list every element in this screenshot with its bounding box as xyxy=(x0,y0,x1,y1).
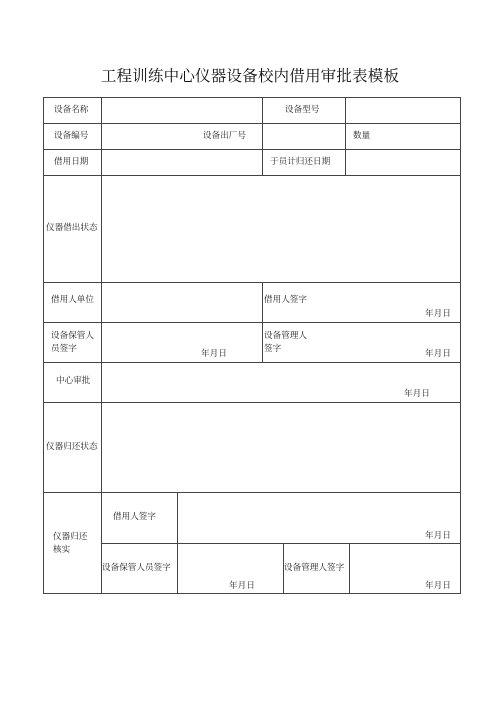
return-manager-sign-label: 设备管理人签字 xyxy=(284,563,345,573)
factory-number-label: 设备出厂号 xyxy=(203,131,246,141)
row-divider xyxy=(43,123,461,124)
keeper-sign-label xyxy=(51,330,101,357)
borrow-date-label: 借用日期 xyxy=(54,157,89,167)
column-divider xyxy=(262,282,263,362)
return-status-label: 仪器归还状态 xyxy=(46,442,98,452)
return-check-label-line2: 核实 xyxy=(53,545,71,556)
table-border-left xyxy=(43,97,44,594)
table-border-right xyxy=(460,97,461,594)
center-approval-label: 中心审批 xyxy=(56,376,91,386)
row-divider xyxy=(43,322,461,323)
date-placeholder: 年月日 xyxy=(425,581,451,591)
row-divider xyxy=(43,362,461,363)
borrower-sign-label: 借用人签字 xyxy=(264,295,307,305)
column-divider xyxy=(345,123,346,149)
column-divider xyxy=(262,97,263,123)
planned-return-date-label: 于员计归还日期 xyxy=(270,157,331,167)
table-border-bottom xyxy=(43,593,461,594)
return-check-label xyxy=(53,531,99,558)
equipment-model-label: 设备型号 xyxy=(285,105,320,115)
quantity-label: 数量 xyxy=(353,131,371,141)
return-borrower-sign-label: 借用人签字 xyxy=(113,512,156,522)
return-keeper-sign-label: 设备保管人员签字 xyxy=(102,563,171,573)
column-divider xyxy=(262,149,263,175)
row-divider xyxy=(43,402,461,403)
column-divider xyxy=(349,543,350,593)
keeper-sign-label-line1: 设备保管人 xyxy=(51,331,94,341)
table-border-top xyxy=(43,97,461,98)
date-placeholder: 年月日 xyxy=(404,389,430,399)
date-placeholder: 年月日 xyxy=(425,349,451,359)
form-title: 工程训练中心仪器设备校内借用审批表模板 xyxy=(100,67,400,85)
column-divider xyxy=(177,543,178,593)
date-placeholder: 年月日 xyxy=(229,581,255,591)
row-divider xyxy=(101,543,461,544)
equipment-number-label: 设备编号 xyxy=(54,131,89,141)
equipment-name-label: 设备名称 xyxy=(54,105,89,115)
row-divider xyxy=(43,492,461,493)
column-divider xyxy=(262,123,263,149)
column-divider xyxy=(345,97,346,123)
borrower-unit-label: 借用人单位 xyxy=(51,295,94,305)
column-divider xyxy=(345,149,346,175)
manager-sign-label-line2: 签字 xyxy=(264,344,282,355)
date-placeholder: 年月日 xyxy=(425,531,451,541)
column-divider xyxy=(177,492,178,543)
manager-sign-label-line1: 设备管理人 xyxy=(264,331,307,341)
row-divider xyxy=(43,149,461,150)
row-divider xyxy=(43,175,461,176)
return-check-label-line1: 仪器归还 xyxy=(53,532,88,542)
row-divider xyxy=(43,282,461,283)
date-placeholder: 年月日 xyxy=(201,349,227,359)
date-placeholder: 年月日 xyxy=(425,309,451,319)
manager-sign-label xyxy=(264,330,324,357)
column-divider xyxy=(101,97,102,594)
borrow-status-label: 仪器借出状态 xyxy=(46,223,98,233)
keeper-sign-label-line2: 员签字 xyxy=(51,344,77,355)
